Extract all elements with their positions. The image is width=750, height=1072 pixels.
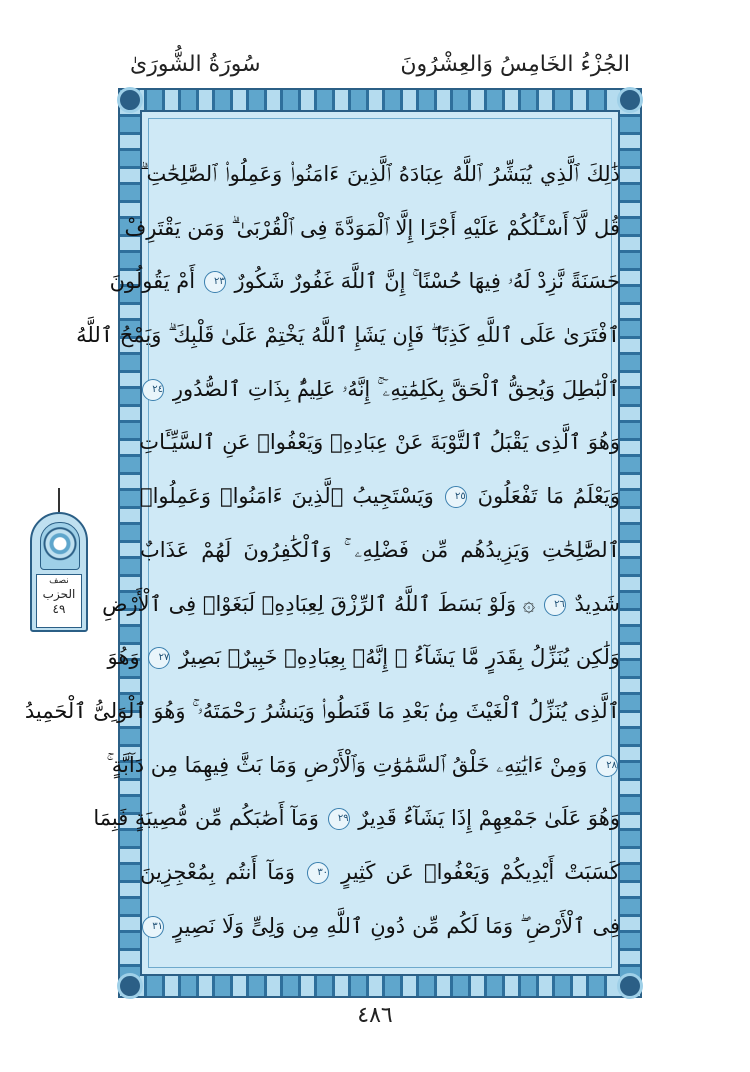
ayah-number-marker: ٢٨ <box>596 755 618 777</box>
ayah-number-marker: ٢٣ <box>204 271 226 293</box>
text-line <box>93 792 620 846</box>
ayah-number-marker: ٢٧ <box>148 647 170 669</box>
hizb-label <box>36 574 82 628</box>
ayah-number-marker: ٣٠ <box>307 862 329 884</box>
text-line <box>140 363 620 417</box>
verse-text: وَلَٰكِن يُنَزِّلُ بِقَدَرٍ مَّا يَشَآءُ ۚ إِنَّهُۥ بِعِبَادِهِۦ خَبِيرٌۢ بَصِيرٌ <box>179 645 620 670</box>
text-line <box>24 685 620 739</box>
hizb-marker-body <box>30 512 88 632</box>
ayah-number-marker: ٢٥ <box>445 486 467 508</box>
verse-text: ٱلْبَٰطِلَ وَيُحِقُّ ٱلْحَقَّ بِكَلِمَٰتِهِۦٓ ۚ إِنَّهُۥ عَلِيمٌۢ بِذَاتِ ٱلصُّدُورِ <box>172 376 620 401</box>
verse-text: فِى ٱلْأَرْضِ ۖ وَمَا لَكُم مِّن دُونِ ٱللَّهِ مِن وَلِىٍّ وَلَا نَصِيرٍ <box>173 913 620 938</box>
text-line <box>140 470 620 524</box>
verse-text: كَسَبَتْ أَيْدِيكُمْ وَيَعْفُوا۟ عَن كَثِيرٍ <box>341 859 620 884</box>
text-line <box>140 524 620 578</box>
text-line <box>124 202 620 256</box>
text-line <box>107 631 620 685</box>
verse-text: ٱلصَّٰلِحَٰتِ وَيَزِيدُهُم مِّن فَضْلِهِۦ ۚ وَٱلْكَٰفِرُونَ لَهُمْ عَذَابٌ <box>140 537 620 562</box>
ayah-number-marker: ٢٦ <box>544 594 566 616</box>
corner-ornament <box>117 973 143 999</box>
juz-title: الجُزْءُ الخَامِسُ وَالعِشْرُونَ <box>400 52 630 77</box>
verse-text: وَمِنْ ءَايَٰتِهِۦ خَلْقُ ٱلسَّمَٰوَٰتِ وَٱلْأَرْضِ وَمَا بَثَّ فِيهِمَا مِن دَآبَّةٍ ۚ <box>106 752 588 777</box>
ayah-number-marker: ٢٤ <box>142 379 164 401</box>
text-line <box>109 255 620 309</box>
verse-text: حَسَنَةً نَّزِدْ لَهُۥ فِيهَا حُسْنًا ۚ إِنَّ ٱللَّهَ غَفُورٌ شَكُورٌ <box>234 269 620 294</box>
frame-border-right <box>620 90 640 996</box>
hizb-word-label: الحزب <box>42 587 76 601</box>
text-line <box>140 900 620 954</box>
page-number: ٤٨٦ <box>357 1003 393 1028</box>
verse-text: وَهُوَ ٱلَّذِى يَقْبَلُ ٱلتَّوْبَةَ عَنْ عِبَادِهِۦ وَيَعْفُوا۟ عَنِ ٱلسَّيِّـَٔاتِ <box>139 430 620 455</box>
verse-text: ۞ وَلَوْ بَسَطَ ٱللَّهُ ٱلرِّزْقَ لِعِبَادِهِۦ لَبَغَوْا۟ فِى ٱلْأَرْضِ <box>102 591 536 616</box>
verse-text: قُل لَّآ أَسْـَٔلُكُمْ عَلَيْهِ أَجْرًا إِلَّا ٱلْمَوَدَّةَ فِى ٱلْقُرْبَىٰ ۗ وَمَن يَقْتَرِفْ <box>124 215 620 240</box>
verse-text: وَهُوَ <box>107 645 140 670</box>
verse-text: ٱفْتَرَىٰ عَلَى ٱللَّهِ كَذِبًا ۖ فَإِن يَشَإِ ٱللَّهُ يَخْتِمْ عَلَىٰ قَلْبِكَ ۗ وَيَمْحُ ٱللَّهُ <box>76 323 620 348</box>
frame-border-top <box>120 90 640 110</box>
verse-text: وَهُوَ عَلَىٰ جَمْعِهِمْ إِذَا يَشَآءُ قَدِيرٌ <box>358 806 620 831</box>
verse-text: أَمْ يَقُولُونَ <box>109 269 196 294</box>
hizb-marker-stem <box>58 488 60 514</box>
corner-ornament <box>617 87 643 113</box>
ayah-number-marker: ٢٩ <box>328 808 350 830</box>
verse-text: وَيَعْلَمُ مَا تَفْعَلُونَ <box>477 484 620 509</box>
hizb-marker <box>30 512 88 632</box>
hizb-number: ٤٩ <box>52 602 66 616</box>
text-line <box>140 148 620 202</box>
verse-text: وَيَسْتَجِيبُ ٱلَّذِينَ ءَامَنُوا۟ وَعَمِلُوا۟ <box>140 484 434 509</box>
text-line <box>140 416 620 470</box>
verse-text: شَدِيدٌ <box>574 591 620 616</box>
text-line <box>140 846 620 900</box>
verse-text: وَمَآ أَصَٰبَكُم مِّن مُّصِيبَةٍ فَبِمَا <box>93 806 319 831</box>
verse-text: ٱلَّذِى يُنَزِّلُ ٱلْغَيْثَ مِنۢ بَعْدِ مَا قَنَطُوا۟ وَيَنشُرُ رَحْمَتَهُۥ ۚ وَهُوَ ٱلْوَلِىُّ ٱلْحَمِيدُ <box>24 698 620 723</box>
verse-text: ذَٰلِكَ ٱلَّذِي يُبَشِّرُ ٱللَّهُ عِبَادَهُ ٱلَّذِينَ ءَامَنُوا۟ وَعَمِلُوا۟ ٱلصَّٰلِحَٰتِ ۗ <box>140 162 620 186</box>
dome-ornament-icon <box>40 522 80 570</box>
text-line <box>106 739 620 793</box>
ayah-number-marker: ٣١ <box>142 916 164 938</box>
corner-ornament <box>617 973 643 999</box>
text-line <box>102 578 620 632</box>
surah-title: سُورَةُ الشُّورَىٰ <box>130 52 261 77</box>
frame-border-bottom <box>120 976 640 996</box>
hizb-half-label: نصف <box>49 576 69 586</box>
verse-text: وَمَآ أَنتُم بِمُعْجِزِينَ <box>140 859 295 884</box>
text-line <box>76 309 620 363</box>
